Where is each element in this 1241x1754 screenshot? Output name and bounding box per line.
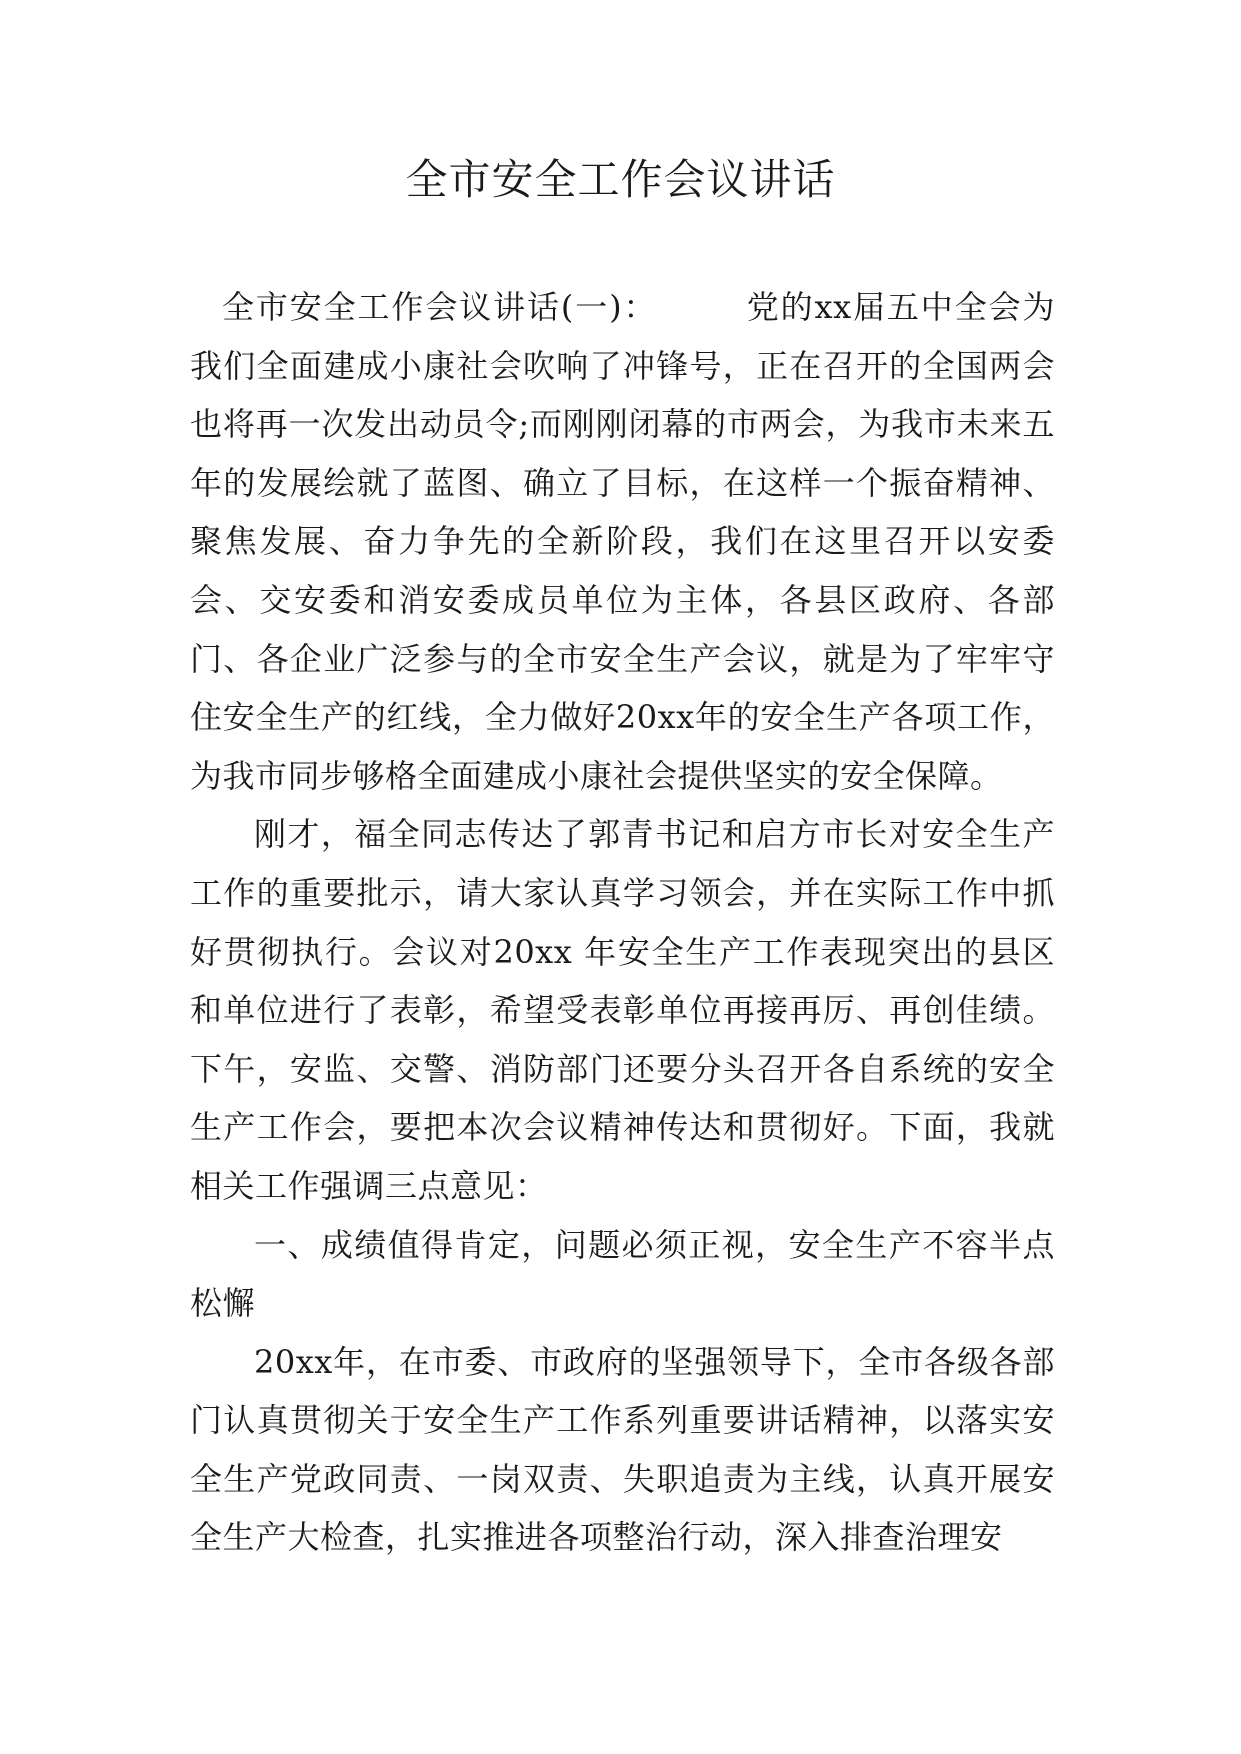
body-paragraph-1 <box>190 278 1055 805</box>
document-title: 全市安全工作会议讲话 <box>405 155 836 204</box>
paragraph-1-text: 党的xx届五中全会为我们全面建成小康社会吹响了冲锋号，正在召开的全国两会也将再一次发出动员令;而刚刚闭幕的市两会，为我市未来五年的发展绘就了蓝图、确立了目标，在这样一个振奋精神、聚焦发展、奋力争先的全新阶段，我们在这里召开以安委会、交安委和消安委成员单位为主体，各县区政府、各部门、各企业广泛参与的全市安全生产会议，就是为了牢牢守住安全生产的红线，全力做好20xx年的安全生产各项工作，为我市同步够格全面建成小康社会提供坚实的安全保障。 <box>190 288 1055 795</box>
section-heading-1: 一、成绩值得肯定，问题必须正视，安全生产不容半点松懈 <box>190 1225 1055 1323</box>
body-paragraph-2: 刚才，福全同志传达了郭青书记和启方市长对安全生产工作的重要批示，请大家认真学习领会，并在实际工作中抓好贯彻执行。会议对20xx 年安全生产工作表现突出的县区和单位进行了表彰，希望受表彰单位再接再厉、再创佳绩。下午，安监、交警、消防部门还要分头召开各自系统的安全生产工作会，要把本次会议精神传达和贯彻好。下面，我就相关工作强调三点意见： <box>190 815 1055 1205</box>
body-paragraph-3: 20xx年，在市委、市政府的坚强领导下，全市各级各部门认真贯彻关于安全生产工作系列重要讲话精神，以落实安全生产党政同责、一岗双责、失职追责为主线，认真开展安全生产大检查，扎实推进各项整治行动，深入排查治理安 <box>190 1342 1055 1557</box>
document-body <box>190 278 1055 1567</box>
intro-heading: 全市安全工作会议讲话(一)： <box>222 288 658 326</box>
